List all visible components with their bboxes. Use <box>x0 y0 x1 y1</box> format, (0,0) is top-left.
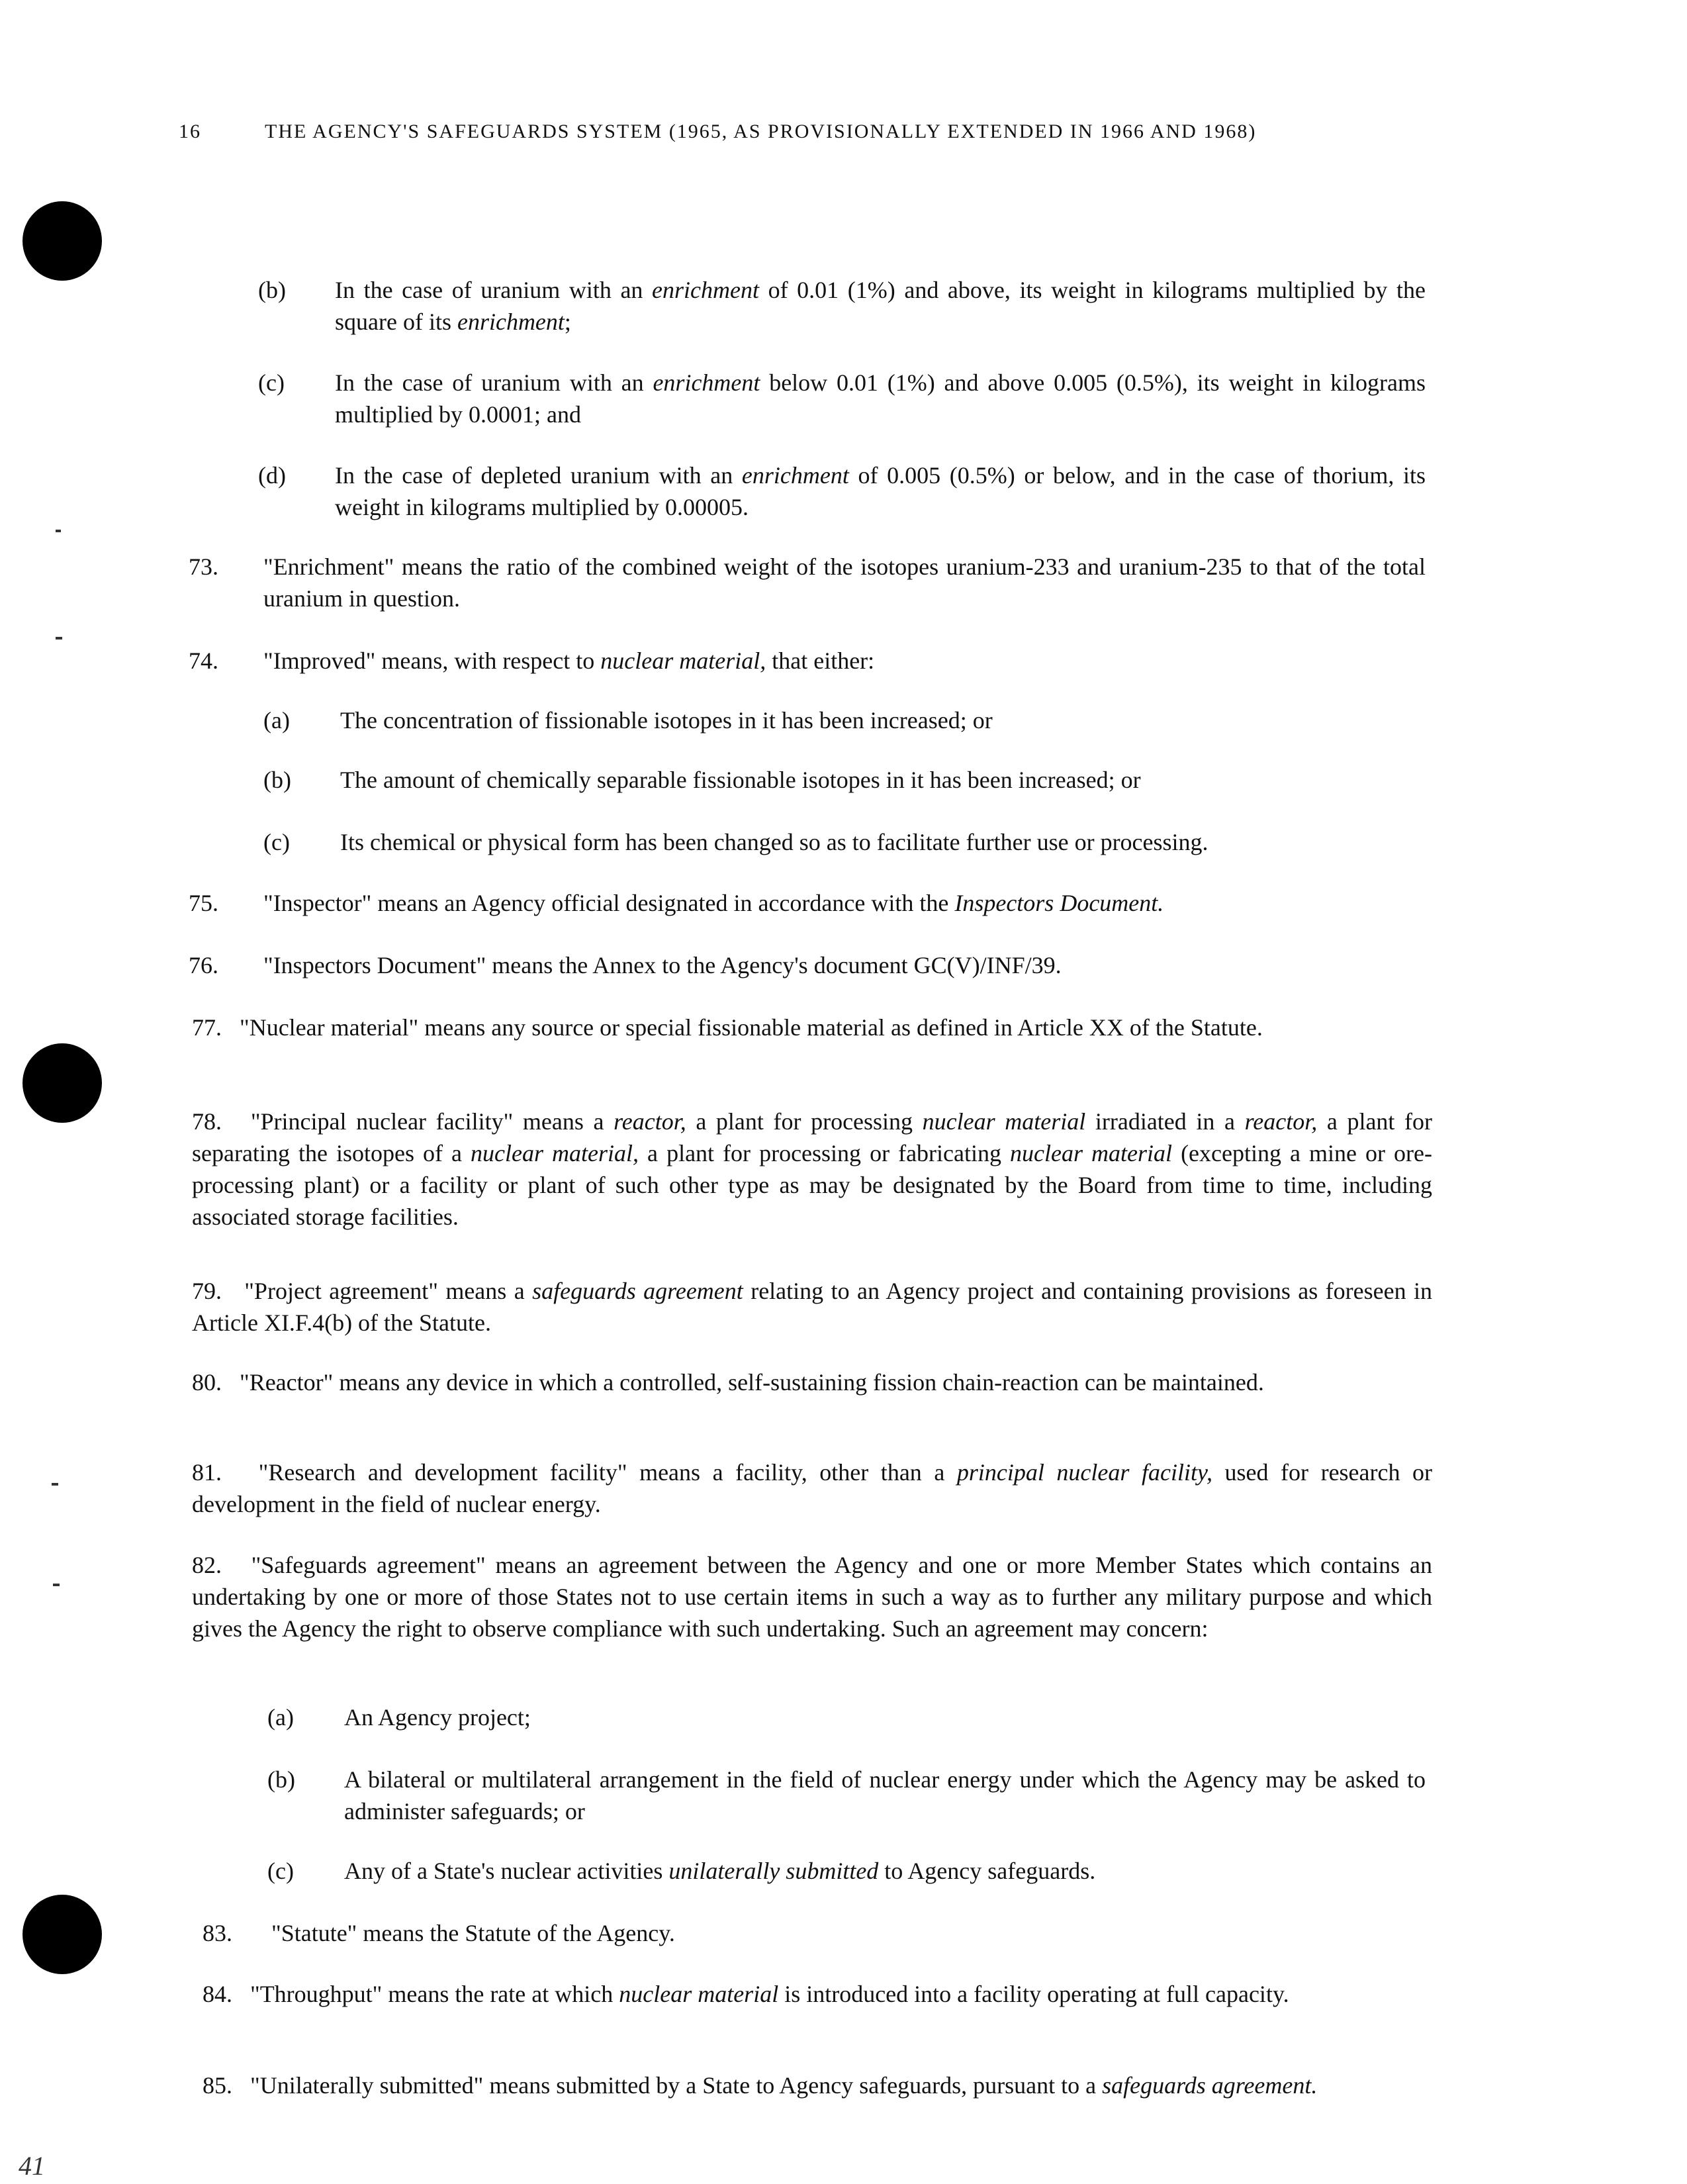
paragraph-text: "Safeguards agreement" means an agreement between the Agency and one or more Member States which contains an undertaking by one or more of those States not to use certain items in such a way as to further any military purpose and which gives the Agency the right to observe compliance with such undertaking. Such an agreement may concern: <box>192 1552 1432 1642</box>
subitem-label: (d) <box>258 462 286 489</box>
paragraph-79 <box>192 1275 1432 1341</box>
defined-term: enrichment <box>741 462 849 489</box>
paragraph-74-item-b <box>0 764 1687 801</box>
paragraph-text: "Inspector" means an Agency official designated in accordance with the Inspectors Document. <box>263 890 1164 916</box>
defined-term: nuclear material <box>619 1981 779 2007</box>
paragraph-number: 83. <box>203 1920 232 1946</box>
defined-term: enrichment <box>653 369 760 396</box>
paragraph-73 <box>0 551 1687 617</box>
scan-speck <box>53 1584 60 1586</box>
subitem-label: (b) <box>263 767 291 793</box>
paragraph-85 <box>203 2069 1432 2136</box>
paragraph-text: "Nuclear material" means any source or special fissionable material as defined in Article XX of the Statute. <box>240 1014 1263 1041</box>
subitem-text: The amount of chemically separable fissionable isotopes in it has been increased; or <box>340 767 1141 793</box>
defined-term: safeguards agreement <box>532 1278 743 1304</box>
defined-term: unilaterally submitted <box>668 1858 879 1884</box>
subitem-label: (a) <box>267 1704 294 1731</box>
paragraph-74-item-a <box>0 704 1687 741</box>
page-number: 16 <box>179 120 201 142</box>
paragraph-text: "Throughput" means the rate at which nuclear material is introduced into a facility operating at full capacity. <box>250 1981 1289 2007</box>
defined-term: safeguards agreement. <box>1102 2072 1318 2099</box>
subitem-d-depleted-uranium <box>0 459 1687 526</box>
defined-term: nuclear material <box>1010 1140 1173 1166</box>
paragraph-text: "Enrichment" means the ratio of the combined weight of the isotopes uranium-233 and uranium-235 to that of the total uranium in question. <box>263 553 1426 612</box>
paragraph-text: "Statute" means the Statute of the Agency. <box>271 1920 675 1946</box>
paragraph-text: "Research and development facility" means a facility, other than a principal nuclear facility, used for research or development in the field of nuclear energy. <box>192 1459 1433 1517</box>
paragraph-84 <box>203 1978 1432 2044</box>
defined-term: Inspectors Document. <box>954 890 1164 916</box>
subitem-text: An Agency project; <box>344 1704 531 1731</box>
defined-term: enrichment <box>652 277 759 303</box>
punch-hole-top <box>23 201 102 281</box>
running-header <box>179 120 1436 143</box>
paragraph-81 <box>192 1456 1432 1523</box>
scan-speck <box>52 1483 58 1486</box>
scan-speck <box>56 530 61 532</box>
paragraph-text: "Principal nuclear facility" means a reactor, a plant for processing nuclear material irradiated in a reactor, a plant for separating the isotopes of a nuclear material, a plant for processing or fabricating nuclear material (excepting a mine or ore-processing plant) or a facility or plant of such other type as may be designated by the Board from time to time, including associated storage facilities. <box>192 1108 1433 1230</box>
paragraph-text: "Project agreement" means a safeguards agreement relating to an Agency project and containing provisions as foreseen in Article XI.F.4(b) of the Statute. <box>192 1278 1433 1336</box>
subitem-text: In the case of depleted uranium with an enrichment of 0.005 (0.5%) or below, and in the case of thorium, its weight in kilograms multiplied by 0.00005. <box>335 462 1426 520</box>
paragraph-82-item-c <box>0 1855 1687 1892</box>
paragraph-text: "Reactor" means any device in which a controlled, self-sustaining fission chain-reaction can be maintained. <box>240 1369 1264 1396</box>
paragraph-74 <box>0 645 1687 682</box>
scan-speck <box>56 637 62 640</box>
paragraph-74-item-c <box>0 826 1687 863</box>
subitem-text: The concentration of fissionable isotopes in it has been increased; or <box>340 707 993 734</box>
subitem-text: A bilateral or multilateral arrangement in the field of nuclear energy under which the Agency may be asked to administer safeguards; or <box>344 1766 1426 1825</box>
paragraph-number: 75. <box>189 890 218 916</box>
paragraph-83 <box>0 1917 1687 1954</box>
handwritten-margin-mark: 41 <box>19 2151 45 2181</box>
defined-term: nuclear material, <box>600 647 766 674</box>
subitem-label: (c) <box>267 1858 294 1884</box>
defined-term: nuclear material <box>922 1108 1086 1135</box>
paragraph-number: 77. <box>192 1014 222 1041</box>
paragraph-text: "Inspectors Document" means the Annex to the Agency's document GC(V)/INF/39. <box>263 952 1062 978</box>
paragraph-number: 78. <box>192 1108 222 1135</box>
defined-term: reactor, <box>1244 1108 1318 1135</box>
paragraph-number: 84. <box>203 1981 232 2007</box>
subitem-b-enrichment-above-1pct <box>0 274 1687 340</box>
paragraph-82 <box>192 1549 1432 1679</box>
subitem-label: (c) <box>258 369 285 396</box>
subitem-text: In the case of uranium with an enrichment below 0.01 (1%) and above 0.005 (0.5%), its weight in kilograms multiplied by 0.0001; and <box>335 369 1426 428</box>
defined-term: principal nuclear facility, <box>956 1459 1212 1486</box>
paragraph-number: 76. <box>189 952 218 978</box>
paragraph-number: 73. <box>189 553 218 580</box>
paragraph-text: "Improved" means, with respect to nuclear material, that either: <box>263 647 875 674</box>
defined-term: reactor, <box>614 1108 686 1135</box>
subitem-label: (c) <box>263 829 290 855</box>
paragraph-82-item-b <box>0 1764 1687 1830</box>
paragraph-76 <box>0 949 1687 986</box>
paragraph-77 <box>192 1012 1432 1078</box>
paragraph-number: 81. <box>192 1459 222 1486</box>
paragraph-number: 80. <box>192 1369 222 1396</box>
paragraph-82-item-a <box>0 1701 1687 1738</box>
paragraph-75 <box>0 887 1687 924</box>
paragraph-text: "Unilaterally submitted" means submitted by a State to Agency safeguards, pursuant to a safeguards agreement. <box>250 2072 1318 2099</box>
subitem-text: Its chemical or physical form has been changed so as to facilitate further use or processing. <box>340 829 1208 855</box>
paragraph-number: 74. <box>189 647 218 674</box>
punch-hole-middle <box>23 1043 102 1123</box>
paragraph-number: 79. <box>192 1278 222 1304</box>
defined-term: enrichment <box>457 309 565 335</box>
paragraph-80 <box>192 1366 1432 1433</box>
subitem-text: In the case of uranium with an enrichment of 0.01 (1%) and above, its weight in kilograms multiplied by the square of its enrichment; <box>335 277 1426 335</box>
subitem-label: (b) <box>267 1766 295 1793</box>
subitem-label: (b) <box>258 277 286 303</box>
subitem-text: Any of a State's nuclear activities unilaterally submitted to Agency safeguards. <box>344 1858 1096 1884</box>
defined-term: nuclear material, <box>471 1140 639 1166</box>
paragraph-number: 82. <box>192 1552 222 1578</box>
header-title: THE AGENCY'S SAFEGUARDS SYSTEM (1965, AS PROVISIONALLY EXTENDED IN 1966 AND 1968) <box>265 120 1257 142</box>
paragraph-number: 85. <box>203 2072 232 2099</box>
subitem-label: (a) <box>263 707 290 734</box>
paragraph-78 <box>192 1106 1432 1235</box>
subitem-c-enrichment-below-1pct <box>0 367 1687 433</box>
